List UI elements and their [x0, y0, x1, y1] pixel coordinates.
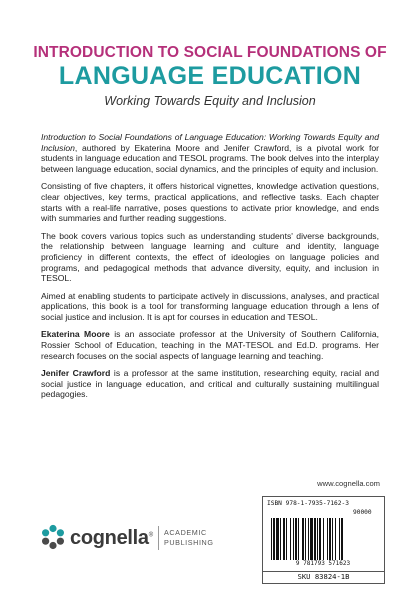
description-paragraph-2: Consisting of five chapters, it offers historical vignettes, knowledge activation questions, clear objectives, key terms, practical applications, and reflective tasks. Each chapter starts with a real-life narrative, poses questions to activate prior knowledge, and ends with summaries and further reading suggestions.	[41, 181, 379, 224]
cognella-logo-icon	[40, 524, 66, 550]
description-paragraph-3: The book covers various topics such as understanding students' diverse backgrounds, the relationship between language learning and culture and identity, language proficiency in different contexts, the effect of ideologies on language policies and programs, and pedagogical methods that advance diversity, equity, and inclusion in TESOL.	[41, 230, 379, 284]
publisher-name: cognella®	[70, 527, 153, 549]
price-code: 90000	[353, 509, 372, 516]
description-paragraph-1-text: , authored by Ekaterina Moore and Jenifer Crawford, is a pivotal work for students in language education and TESOL programs. The book delves into the interplay between language education, social dynamics, and the principles of equity and inclusion.	[41, 142, 379, 175]
barcode-block	[262, 496, 385, 584]
book-title-line2: LANGUAGE EDUCATION	[58, 62, 362, 90]
sku-label: SKU 83824-1B	[263, 571, 384, 581]
publisher-imprint: ACADEMIC PUBLISHING	[164, 528, 214, 547]
back-cover-description	[41, 132, 379, 406]
book-full-title: Introduction to Social Foundations of Language Education: Working Towards Equity and Inclusion	[41, 132, 379, 153]
isbn-label: ISBN 978-1-7935-7162-3	[267, 500, 349, 507]
publisher-logo	[40, 520, 240, 554]
author-bio-1	[41, 329, 379, 361]
author-name-1: Ekaterina Moore	[41, 329, 110, 340]
author-bio-2-text: is a professor at the same institution, researching equity, racial and social justice in language education, and critical and culturally sustaining multilingual pedagogies.	[41, 367, 379, 400]
logo-divider	[158, 526, 159, 550]
publisher-website: www.cognella.com	[317, 479, 380, 488]
barcode-digits: 9 781793 571623	[295, 560, 351, 567]
author-name-2: Jenifer Crawford	[41, 367, 111, 378]
book-title-line1: INTRODUCTION TO SOCIAL FOUNDATIONS OF	[33, 44, 387, 61]
book-subtitle: Working Towards Equity and Inclusion	[104, 94, 316, 108]
description-paragraph-4: Aimed at enabling students to participate actively in discussions, analyses, and practical applications, this book is a tool for transforming language education through a lens of social justice and inclusion. It is apt for courses in education and TESOL.	[41, 290, 379, 323]
author-bio-1-text: is an associate professor at the University of Southern California, Rossier School of Education, teaching in the MAT-TESOL and Ed.D. programs. Her research focuses on the social aspects of language learning and teaching.	[41, 329, 379, 361]
barcode-icon	[271, 518, 376, 560]
description-paragraph-1	[41, 132, 379, 175]
author-bio-2	[41, 368, 379, 400]
